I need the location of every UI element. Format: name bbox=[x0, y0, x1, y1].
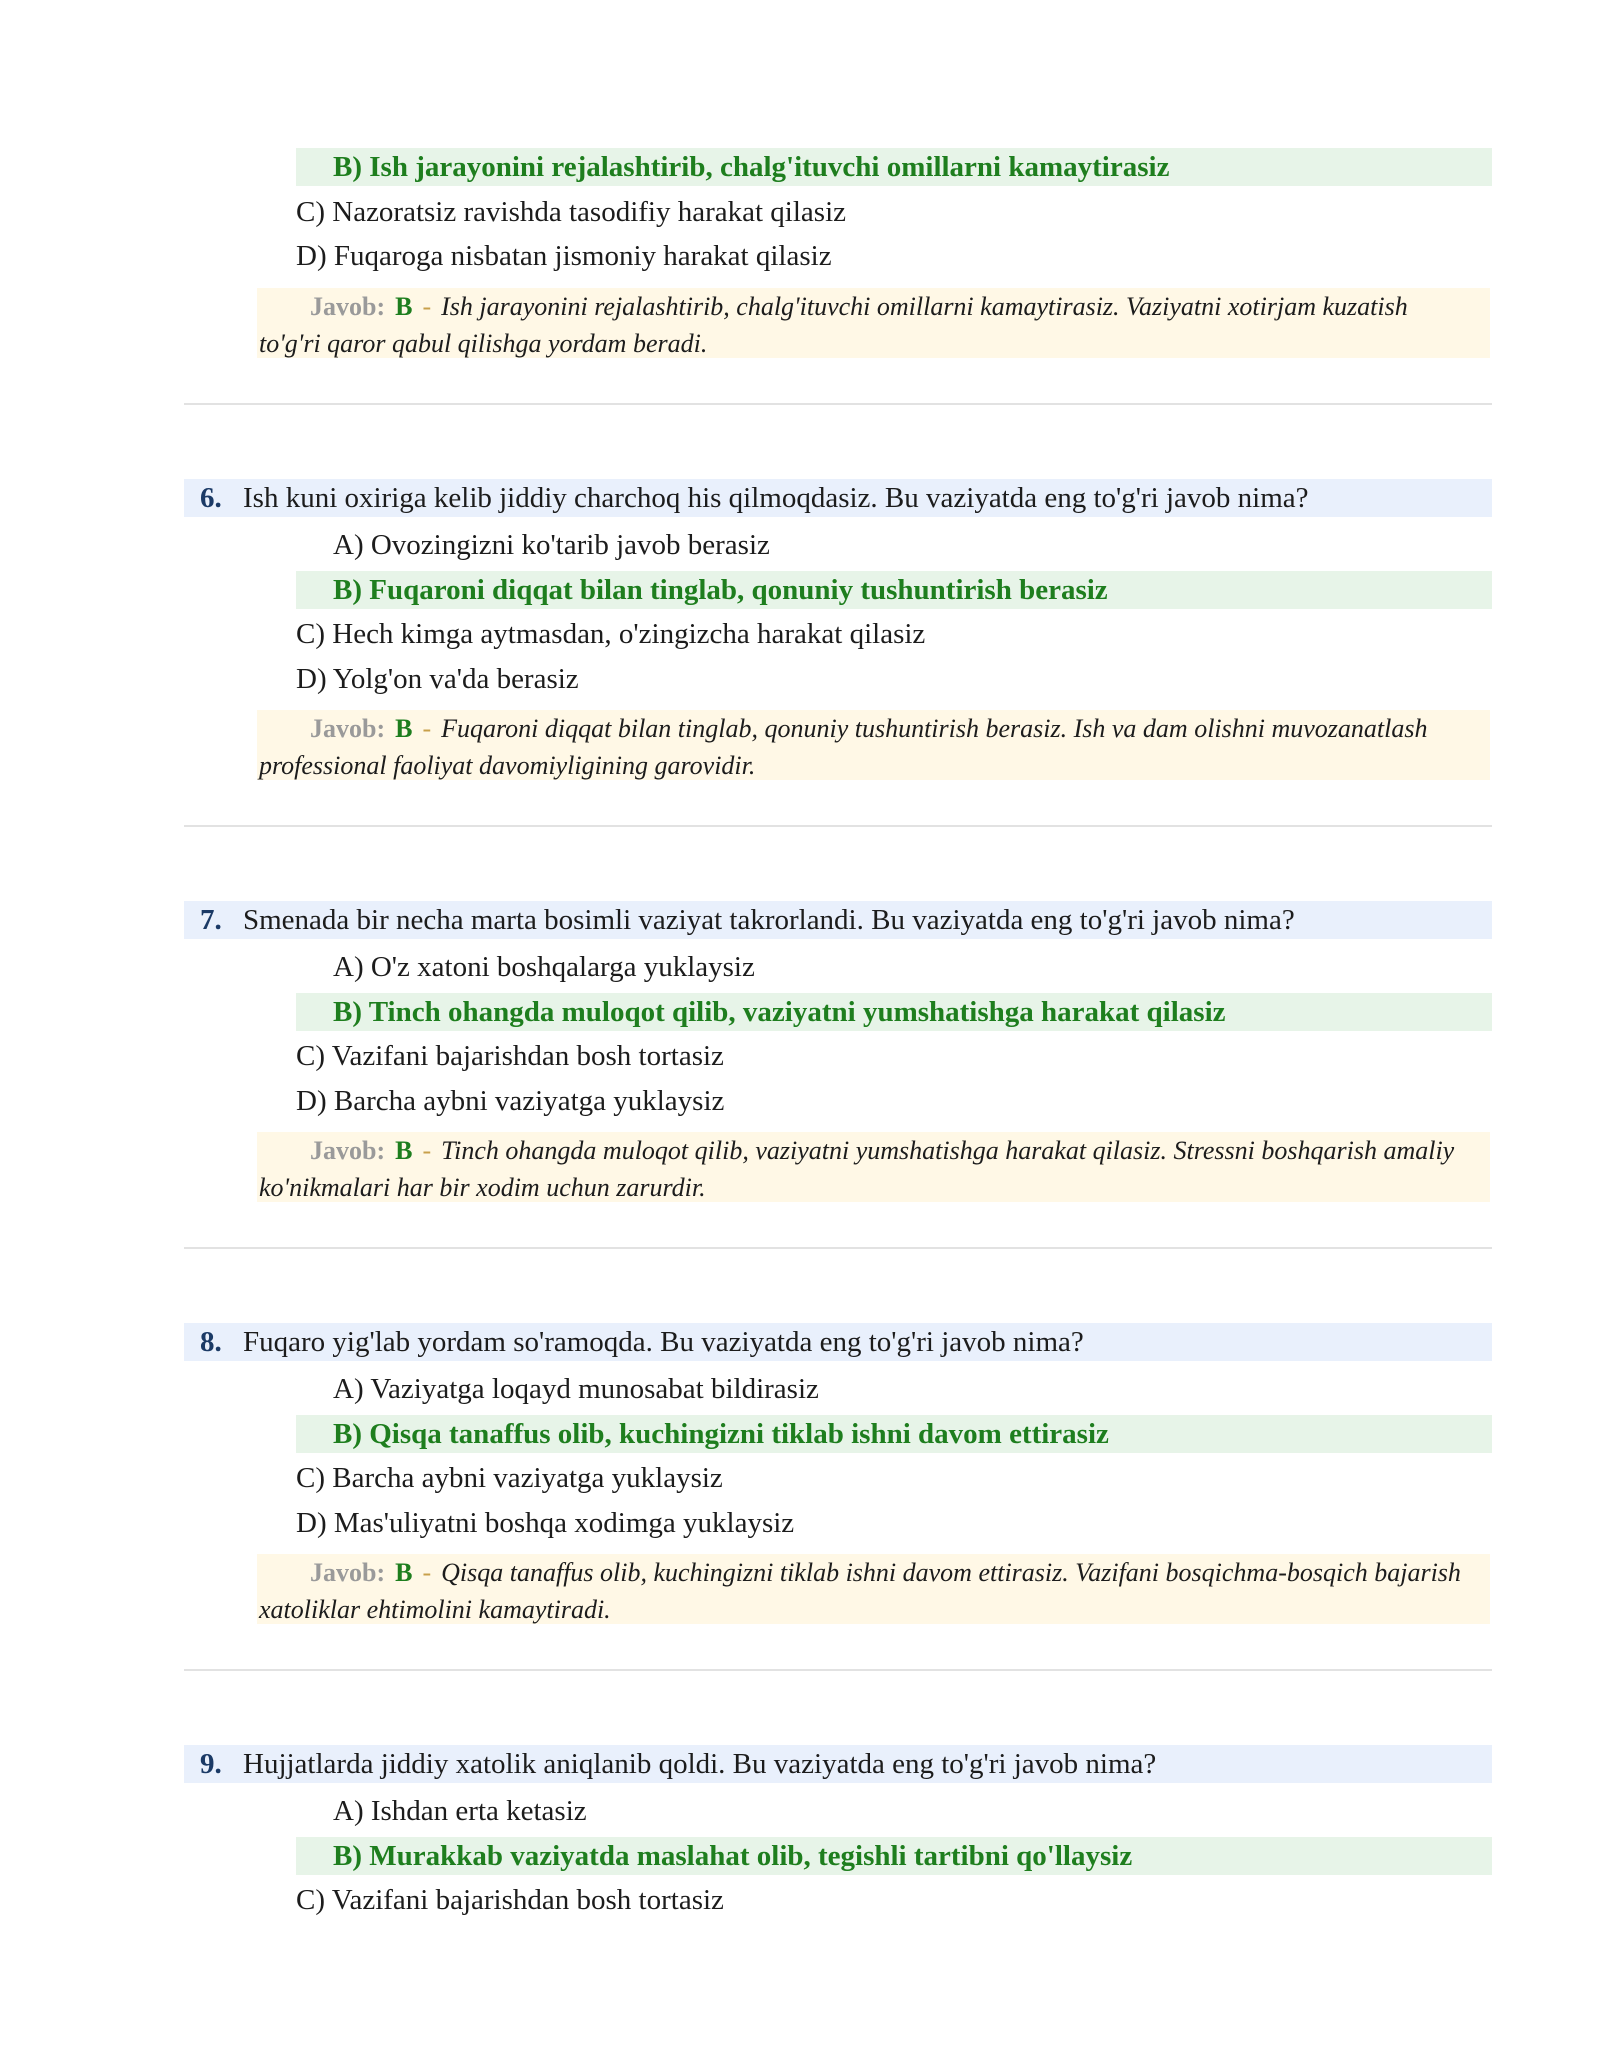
question-number: 9. bbox=[200, 1748, 222, 1780]
option-correct: B) Ish jarayonini rejalashtirib, chalg'ituvchi omillarni kamaytirasiz bbox=[296, 148, 1492, 186]
question-text: Smenada bir necha marta bosimli vaziyat takrorlandi. Bu vaziyatda eng to'g'ri javob nima? bbox=[243, 904, 1295, 936]
option: A) Vaziyatga loqayd munosabat bildirasiz bbox=[333, 1373, 819, 1405]
answer-letter: B bbox=[395, 1136, 413, 1165]
option: C) Nazoratsiz ravishda tasodifiy harakat qilasiz bbox=[296, 196, 846, 228]
option: D) Yolg'on va'da berasiz bbox=[296, 663, 579, 695]
question-text: Fuqaro yig'lab yordam so'ramoqda. Bu vaziyatda eng to'g'ri javob nima? bbox=[243, 1326, 1084, 1358]
answer-label: Javob: bbox=[310, 1558, 386, 1587]
option-correct: B) Qisqa tanaffus olib, kuchingizni tiklab ishni davom ettirasiz bbox=[296, 1415, 1492, 1453]
answer-box bbox=[257, 1132, 1490, 1202]
answer-box bbox=[257, 1554, 1490, 1624]
question-row bbox=[184, 479, 1492, 517]
option-correct: B) Murakkab vaziyatda maslahat olib, tegishli tartibni qo'llaysiz bbox=[296, 1837, 1492, 1875]
answer-letter: B bbox=[395, 1558, 413, 1587]
answer-dash: - bbox=[422, 714, 432, 743]
question-row bbox=[184, 1745, 1492, 1783]
option: C) Hech kimga aytmasdan, o'zingizcha harakat qilasiz bbox=[296, 618, 926, 650]
option: A) Ishdan erta ketasiz bbox=[333, 1795, 587, 1827]
question-number: 6. bbox=[200, 482, 222, 514]
option: C) Barcha aybni vaziyatga yuklaysiz bbox=[296, 1462, 723, 1494]
answer-dash: - bbox=[422, 1136, 432, 1165]
answer-box bbox=[257, 710, 1490, 780]
answer-label: Javob: bbox=[310, 714, 386, 743]
answer-explanation: Tinch ohangda muloqot qilib, vaziyatni yumshatishga harakat qilasiz. Stressni boshqarish amaliy ko'nikmalari har bir xodim uchun zarurdir. bbox=[259, 1136, 1455, 1202]
answer-dash: - bbox=[422, 1558, 432, 1587]
question-number: 7. bbox=[200, 904, 222, 936]
divider bbox=[184, 825, 1492, 827]
option: A) Ovozingizni ko'tarib javob berasiz bbox=[333, 529, 770, 561]
option: D) Fuqaroga nisbatan jismoniy harakat qilasiz bbox=[296, 240, 832, 272]
answer-explanation: Qisqa tanaffus olib, kuchingizni tiklab ishni davom ettirasiz. Vazifani bosqichma-bosqich bajarish xatoliklar ehtimolini kamaytiradi. bbox=[259, 1558, 1461, 1624]
option-correct: B) Fuqaroni diqqat bilan tinglab, qonuniy tushuntirish berasiz bbox=[296, 571, 1492, 609]
question-text: Ish kuni oxiriga kelib jiddiy charchoq his qilmoqdasiz. Bu vaziyatda eng to'g'ri javob nima? bbox=[243, 482, 1309, 514]
answer-dash: - bbox=[422, 292, 432, 321]
divider bbox=[184, 1669, 1492, 1671]
answer-letter: B bbox=[395, 714, 413, 743]
answer-explanation: Fuqaroni diqqat bilan tinglab, qonuniy tushuntirish berasiz. Ish va dam olishni muvozanatlash professional faoliyat davomiyligining garovidir. bbox=[259, 714, 1428, 780]
option: D) Mas'uliyatni boshqa xodimga yuklaysiz bbox=[296, 1507, 795, 1539]
option-correct: B) Tinch ohangda muloqot qilib, vaziyatni yumshatishga harakat qilasiz bbox=[296, 993, 1492, 1031]
divider bbox=[184, 1247, 1492, 1249]
divider bbox=[184, 403, 1492, 405]
question-row bbox=[184, 1323, 1492, 1361]
answer-letter: B bbox=[395, 292, 413, 321]
option: C) Vazifani bajarishdan bosh tortasiz bbox=[296, 1884, 724, 1916]
option: C) Vazifani bajarishdan bosh tortasiz bbox=[296, 1040, 724, 1072]
question-text: Hujjatlarda jiddiy xatolik aniqlanib qoldi. Bu vaziyatda eng to'g'ri javob nima? bbox=[243, 1748, 1157, 1780]
question-row bbox=[184, 901, 1492, 939]
answer-explanation: Ish jarayonini rejalashtirib, chalg'ituvchi omillarni kamaytirasiz. Vaziyatni xotirjam kuzatish to'g'ri qaror qabul qilishga yordam beradi. bbox=[259, 292, 1408, 358]
answer-box bbox=[257, 288, 1490, 358]
question-number: 8. bbox=[200, 1326, 222, 1358]
answer-label: Javob: bbox=[310, 1136, 386, 1165]
answer-label: Javob: bbox=[310, 292, 386, 321]
option: D) Barcha aybni vaziyatga yuklaysiz bbox=[296, 1085, 725, 1117]
option: A) O'z xatoni boshqalarga yuklaysiz bbox=[333, 951, 755, 983]
